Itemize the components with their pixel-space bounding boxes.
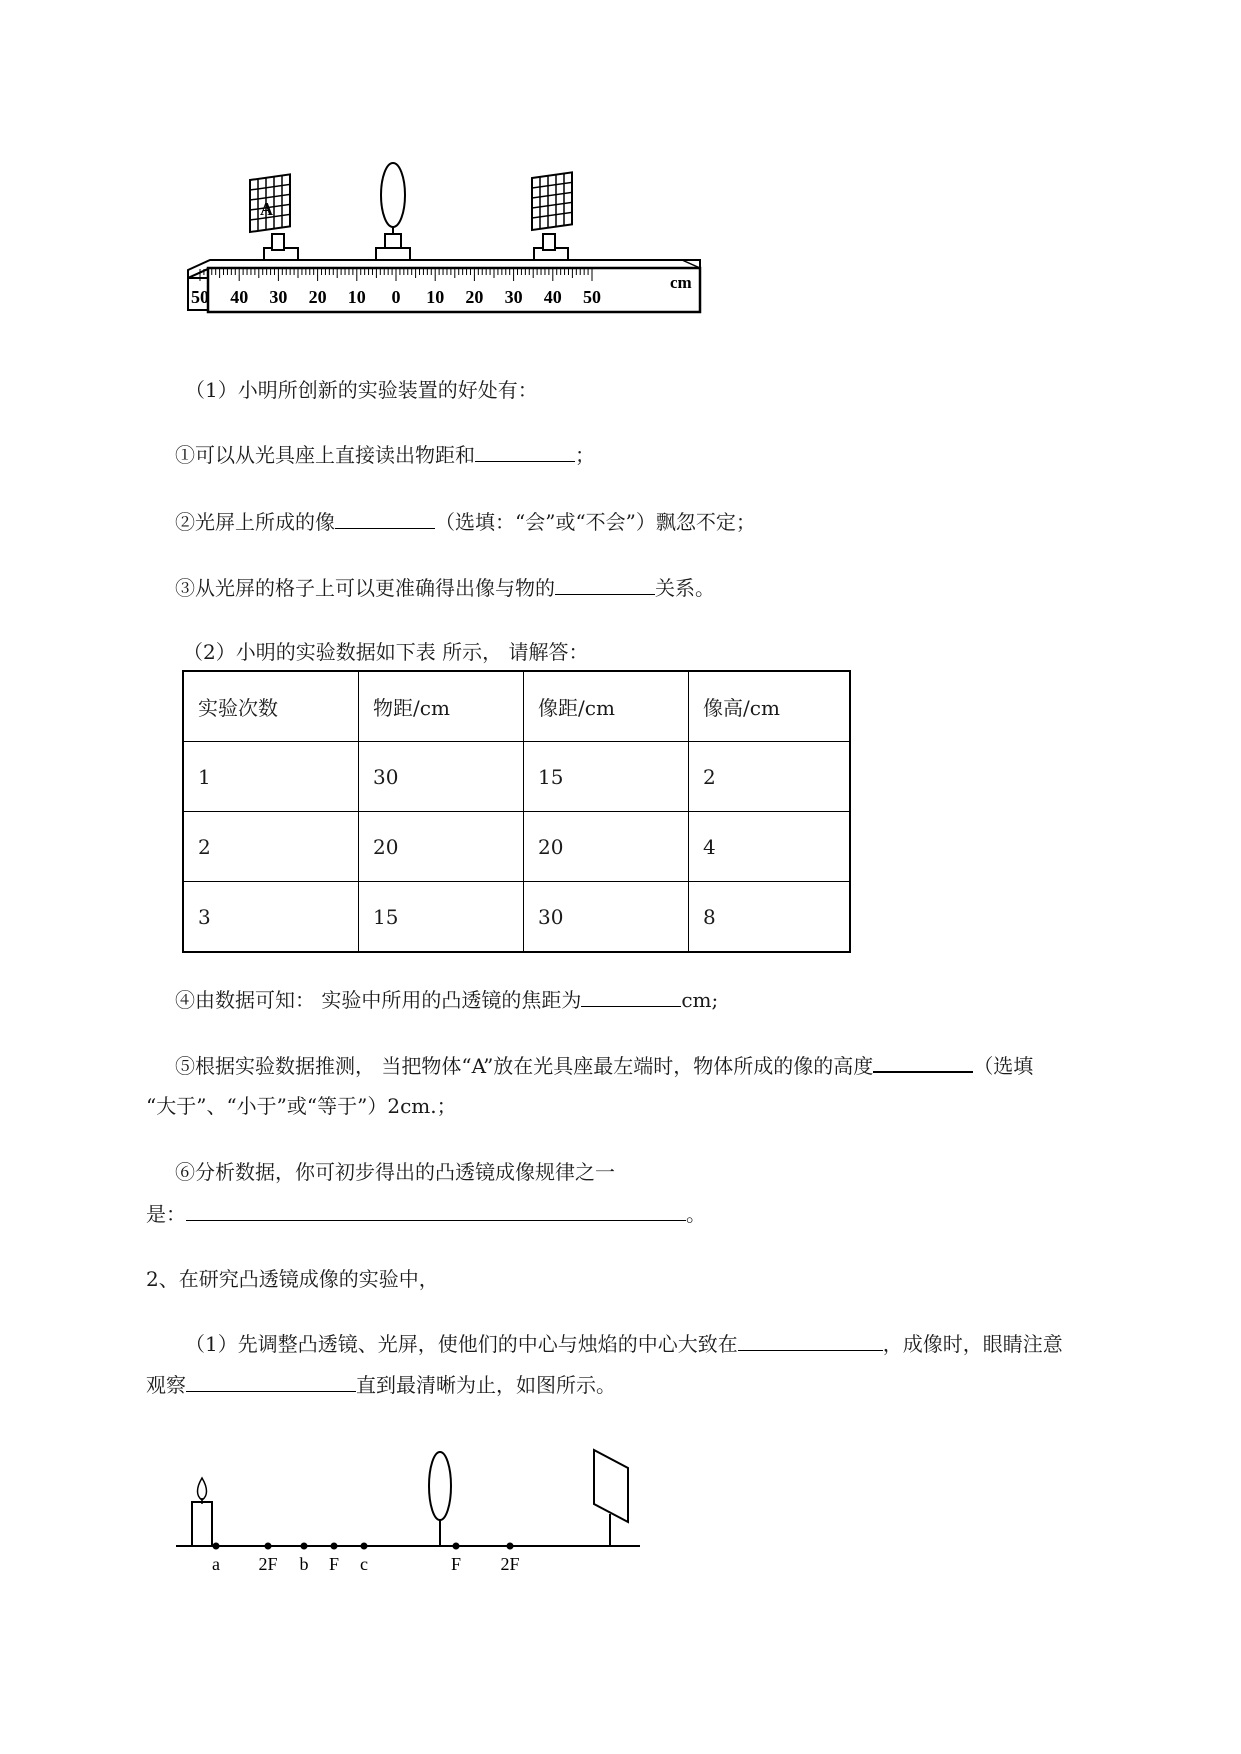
ruler-tick-label: 10 xyxy=(426,287,445,307)
table-cell: 30 xyxy=(359,742,524,812)
ruler-tick-label: 40 xyxy=(230,287,249,307)
axis-point-label: c xyxy=(360,1554,368,1574)
ruler-tick-label: 30 xyxy=(504,287,523,307)
axis-point-dot xyxy=(301,1543,308,1550)
q2-part1-line xyxy=(185,1330,1063,1358)
item1-end: ； xyxy=(575,443,595,467)
table-cell: 30 xyxy=(524,882,689,953)
item5-answer-blank[interactable] xyxy=(873,1051,973,1073)
q2-line2-prefix: 观察 xyxy=(146,1373,186,1397)
ruler-tick-label: 0 xyxy=(391,287,401,307)
table-cell: 8 xyxy=(689,882,851,953)
item5-line2: “大于”、“小于”或“等于”）2cm.； xyxy=(146,1094,457,1118)
axis-point-label: a xyxy=(212,1554,220,1574)
axis-point-label: F xyxy=(328,1554,340,1574)
item5-line xyxy=(175,1051,1033,1080)
ruler-tick-label: 30 xyxy=(269,287,288,307)
axis-point-label: F xyxy=(450,1554,462,1574)
item2-line xyxy=(175,508,756,536)
ruler-tick-label: 50 xyxy=(583,287,601,307)
experiment-data-table xyxy=(182,670,851,953)
item3-line xyxy=(175,574,715,602)
axis-point-dot xyxy=(361,1543,368,1550)
question2-title: 2、在研究凸透镜成像的实验中， xyxy=(146,1267,439,1291)
ruler-tick-label: 50 xyxy=(191,287,209,307)
table-cell: 15 xyxy=(359,882,524,953)
item1-line xyxy=(175,441,595,469)
item5-text: ⑤根据实验数据推测， 当把物体“A”放在光具座最左端时，物体所成的像的高度 xyxy=(175,1054,874,1078)
q2-answer-blank-2[interactable] xyxy=(186,1371,356,1392)
table-header-row xyxy=(183,671,850,742)
ruler-tick-label: 10 xyxy=(347,287,366,307)
axis-point-dot xyxy=(213,1543,220,1550)
item6-line: ⑥分析数据，你可初步得出的凸透镜成像规律之一 xyxy=(175,1160,615,1184)
q2-part1-line2 xyxy=(146,1371,616,1399)
table-cell: 3 xyxy=(183,882,359,953)
q2-part1-mid: ，成像时，眼睛注意 xyxy=(882,1332,1063,1356)
item3-text: ③从光屏的格子上可以更准确得出像与物的 xyxy=(175,576,555,600)
item2-answer-blank[interactable] xyxy=(335,508,435,529)
part1-heading: （1）小明所创新的实验装置的好处有： xyxy=(185,378,538,402)
item6-line2 xyxy=(146,1200,706,1228)
item2-end: （选填：“会”或“不会”）飘忽不定； xyxy=(435,510,756,534)
axis-point-label: 2F xyxy=(258,1554,278,1574)
item3-answer-blank[interactable] xyxy=(555,574,655,595)
item1-answer-blank[interactable] xyxy=(475,441,575,462)
part2-heading: （2）小明的实验数据如下表 所示， 请解答： xyxy=(183,640,589,664)
q2-line2-end: 直到最清晰为止，如图所示。 xyxy=(356,1373,616,1397)
table-cell: 1 xyxy=(183,742,359,812)
axis-point-label: b xyxy=(299,1554,309,1574)
lens-imaging-figure xyxy=(170,1440,650,1590)
axis-point-dot xyxy=(331,1543,338,1550)
item2-text: ②光屏上所成的像 xyxy=(175,510,335,534)
item5-end: （选填 xyxy=(973,1054,1034,1078)
table-cell: 2 xyxy=(183,812,359,882)
ruler-tick-label: 40 xyxy=(543,287,562,307)
table-cell: 20 xyxy=(359,812,524,882)
table-cell: 2 xyxy=(689,742,851,812)
table-header-cell: 实验次数 xyxy=(183,671,359,742)
item4-line xyxy=(175,986,718,1014)
table-cell: 15 xyxy=(524,742,689,812)
table-header-cell: 物距/cm xyxy=(359,671,524,742)
item6-end: 。 xyxy=(686,1202,706,1226)
ruler-tick-label: 20 xyxy=(465,287,484,307)
item6-prefix: 是： xyxy=(146,1202,186,1226)
table-row xyxy=(183,882,850,953)
item4-answer-blank[interactable] xyxy=(581,986,681,1007)
item4-end: cm; xyxy=(681,988,719,1012)
table-row xyxy=(183,812,850,882)
item6-answer-blank[interactable] xyxy=(186,1200,686,1221)
object-a-label: A xyxy=(260,199,273,219)
ruler-tick-label: 20 xyxy=(308,287,327,307)
q2-answer-blank-1[interactable] xyxy=(738,1330,883,1351)
item3-end: 关系。 xyxy=(655,576,715,600)
q2-part1-text: （1）先调整凸透镜、光屏，使他们的中心与烛焰的中心大致在 xyxy=(185,1332,738,1356)
axis-point-dot xyxy=(265,1543,272,1550)
table-header-cell: 像高/cm xyxy=(689,671,851,742)
optical-bench-figure xyxy=(180,160,720,330)
table-cell: 20 xyxy=(524,812,689,882)
table-cell: 4 xyxy=(689,812,851,882)
table-row xyxy=(183,742,850,812)
axis-point-label: 2F xyxy=(500,1554,520,1574)
axis-point-dot xyxy=(507,1543,514,1550)
item1-text: ①可以从光具座上直接读出物距和 xyxy=(175,443,475,467)
ruler-unit-label: cm xyxy=(670,273,692,292)
axis-point-dot xyxy=(453,1543,460,1550)
table-header-cell: 像距/cm xyxy=(524,671,689,742)
item4-text: ④由数据可知： 实验中所用的凸透镜的焦距为 xyxy=(175,988,582,1012)
